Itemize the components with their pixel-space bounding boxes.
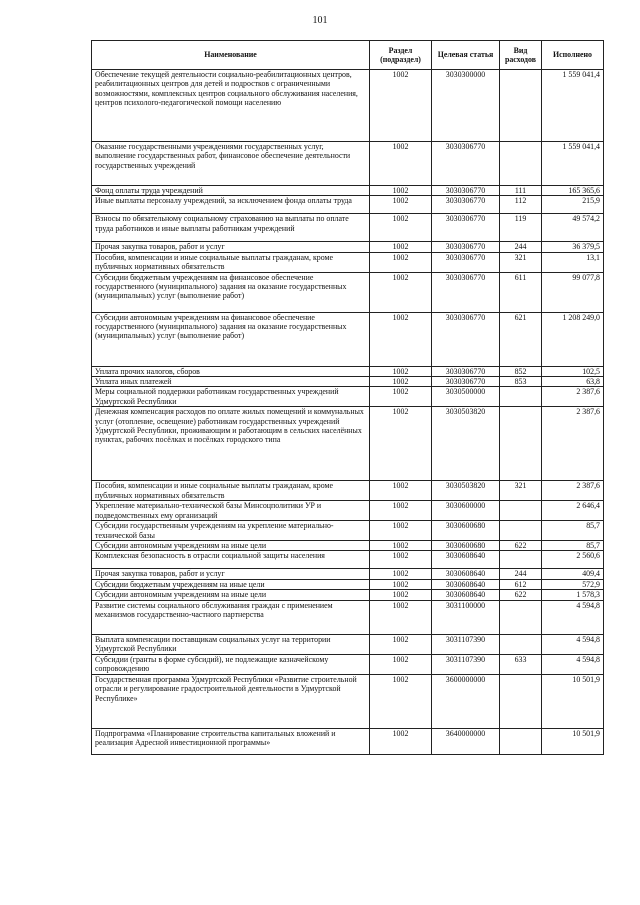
row-expense-type (500, 70, 542, 142)
row-article: 3031100000 (432, 600, 500, 634)
row-name: Пособия, компенсации и иные социальные выплаты гражданам, кроме публичных нормативных обязательств (92, 481, 370, 501)
row-name: Подпрограмма «Планирование строительства капитальных вложений и реализация Адресной инвестиционной программы» (92, 728, 370, 754)
table-row (92, 272, 604, 312)
table-row (92, 590, 604, 600)
row-executed: 63,8 (542, 377, 604, 387)
row-expense-type: 112 (500, 196, 542, 214)
row-section: 1002 (370, 481, 432, 501)
row-article: 3030600680 (432, 521, 500, 541)
row-name: Иные выплаты персоналу учреждений, за исключением фонда оплаты труда (92, 196, 370, 214)
row-section: 1002 (370, 214, 432, 242)
row-section: 1002 (370, 674, 432, 728)
table-row (92, 142, 604, 186)
row-name: Субсидии (гранты в форме субсидий), не подлежащие казначейскому сопровождению (92, 654, 370, 674)
table-row (92, 501, 604, 521)
row-name: Выплата компенсации поставщикам социальных услуг на территории Удмуртской Республики (92, 634, 370, 654)
row-section: 1002 (370, 186, 432, 196)
row-section: 1002 (370, 272, 432, 312)
header-executed: Исполнено (542, 41, 604, 70)
row-expense-type (500, 521, 542, 541)
row-section: 1002 (370, 387, 432, 407)
row-section: 1002 (370, 366, 432, 376)
row-section: 1002 (370, 70, 432, 142)
row-expense-type: 244 (500, 569, 542, 579)
row-expense-type: 612 (500, 579, 542, 589)
row-article: 3030500000 (432, 387, 500, 407)
row-expense-type (500, 674, 542, 728)
row-section: 1002 (370, 242, 432, 252)
row-expense-type: 633 (500, 654, 542, 674)
row-section: 1002 (370, 600, 432, 634)
row-article: 3030300000 (432, 70, 500, 142)
row-executed: 2 387,6 (542, 387, 604, 407)
header-article: Целевая статья (432, 41, 500, 70)
row-expense-type (500, 728, 542, 754)
row-expense-type (500, 600, 542, 634)
table-row (92, 728, 604, 754)
table-row (92, 600, 604, 634)
row-section: 1002 (370, 541, 432, 551)
table-row (92, 551, 604, 569)
header-expense-type: Вид расходов (500, 41, 542, 70)
row-executed: 2 387,6 (542, 407, 604, 481)
row-article: 3030600680 (432, 541, 500, 551)
row-article: 3030608640 (432, 569, 500, 579)
table-row (92, 377, 604, 387)
row-name: Прочая закупка товаров, работ и услуг (92, 242, 370, 252)
row-executed: 409,4 (542, 569, 604, 579)
row-expense-type: 853 (500, 377, 542, 387)
table-row (92, 242, 604, 252)
row-section: 1002 (370, 551, 432, 569)
row-expense-type (500, 634, 542, 654)
row-section: 1002 (370, 196, 432, 214)
row-name: Укрепление материально-технической базы Минсоцполитики УР и подведомственных ему организаций (92, 501, 370, 521)
row-executed: 10 501,9 (542, 674, 604, 728)
row-article: 3030608640 (432, 590, 500, 600)
row-article: 3030503820 (432, 407, 500, 481)
row-executed: 1 578,3 (542, 590, 604, 600)
row-executed: 85,7 (542, 541, 604, 551)
table-row (92, 654, 604, 674)
table-row (92, 521, 604, 541)
row-executed: 13,1 (542, 252, 604, 272)
row-article: 3030306770 (432, 186, 500, 196)
row-section: 1002 (370, 634, 432, 654)
row-executed: 572,9 (542, 579, 604, 589)
row-name: Уплата прочих налогов, сборов (92, 366, 370, 376)
row-name: Субсидии бюджетным учреждениям на финансовое обеспечение государственного (муниципального) задания на оказание государственных (муниципальных) услуг (выполнение работ) (92, 272, 370, 312)
table-row (92, 541, 604, 551)
row-executed: 1 559 041,4 (542, 70, 604, 142)
table-row (92, 407, 604, 481)
row-name: Субсидии автономным учреждениям на иные цели (92, 541, 370, 551)
row-executed: 4 594,8 (542, 634, 604, 654)
row-executed: 2 387,6 (542, 481, 604, 501)
row-name: Комплексная безопасность в отрасли социальной защиты населения (92, 551, 370, 569)
table-row (92, 366, 604, 376)
row-expense-type (500, 407, 542, 481)
table-row (92, 312, 604, 366)
table-row (92, 674, 604, 728)
row-name: Обеспечение текущей деятельности социально-реабилитационных центров, реабилитационных центров для детей и подростков с ограниченными возможностями, комплексных центров социального обслуживания населения, центров психолого-педагогической помощи населению (92, 70, 370, 142)
row-expense-type: 622 (500, 590, 542, 600)
row-name: Меры социальной поддержки работникам государственных учреждений Удмуртской Республики (92, 387, 370, 407)
row-name: Взносы по обязательному социальному страхованию на выплаты по оплате труда работников и иные выплаты работникам учреждений (92, 214, 370, 242)
table-row (92, 186, 604, 196)
row-article: 3030306770 (432, 272, 500, 312)
table-header-row (92, 41, 604, 70)
row-executed: 165 365,6 (542, 186, 604, 196)
row-executed: 4 594,8 (542, 654, 604, 674)
row-section: 1002 (370, 590, 432, 600)
row-name: Пособия, компенсации и иные социальные выплаты гражданам, кроме публичных нормативных обязательств (92, 252, 370, 272)
row-section: 1002 (370, 312, 432, 366)
table-row (92, 387, 604, 407)
header-section: Раздел (подраздел) (370, 41, 432, 70)
row-article: 3030306770 (432, 214, 500, 242)
table-row (92, 634, 604, 654)
budget-table (91, 40, 604, 755)
row-name: Фонд оплаты труда учреждений (92, 186, 370, 196)
row-name: Оказание государственными учреждениями государственных услуг, выполнение государственных работ, финансовое обеспечение деятельности государственных учреждений (92, 142, 370, 186)
row-expense-type: 621 (500, 312, 542, 366)
row-name: Прочая закупка товаров, работ и услуг (92, 569, 370, 579)
header-name: Наименование (92, 41, 370, 70)
row-expense-type (500, 142, 542, 186)
row-section: 1002 (370, 407, 432, 481)
row-expense-type: 111 (500, 186, 542, 196)
row-expense-type: 119 (500, 214, 542, 242)
table-row (92, 70, 604, 142)
table-row (92, 214, 604, 242)
row-expense-type: 611 (500, 272, 542, 312)
row-article: 3030306770 (432, 242, 500, 252)
row-section: 1002 (370, 654, 432, 674)
table-body (92, 70, 604, 755)
row-article: 3031107390 (432, 654, 500, 674)
row-executed: 215,9 (542, 196, 604, 214)
row-name: Субсидии автономным учреждениям на иные цели (92, 590, 370, 600)
row-executed: 10 501,9 (542, 728, 604, 754)
row-section: 1002 (370, 377, 432, 387)
row-executed: 2 560,6 (542, 551, 604, 569)
row-expense-type: 321 (500, 481, 542, 501)
row-executed: 1 559 041,4 (542, 142, 604, 186)
row-name: Государственная программа Удмуртской Республики «Развитие строительной отрасли и регулирование градостроительной деятельности в Удмуртской Республике» (92, 674, 370, 728)
row-expense-type: 244 (500, 242, 542, 252)
row-article: 3640000000 (432, 728, 500, 754)
table-row (92, 481, 604, 501)
row-article: 3030306770 (432, 366, 500, 376)
row-section: 1002 (370, 569, 432, 579)
row-expense-type (500, 551, 542, 569)
row-article: 3030608640 (432, 551, 500, 569)
row-article: 3031107390 (432, 634, 500, 654)
row-expense-type: 852 (500, 366, 542, 376)
table-row (92, 569, 604, 579)
row-expense-type: 321 (500, 252, 542, 272)
row-section: 1002 (370, 252, 432, 272)
row-article: 3030503820 (432, 481, 500, 501)
row-article: 3030306770 (432, 196, 500, 214)
row-article: 3030306770 (432, 312, 500, 366)
row-name: Субсидии автономным учреждениям на финансовое обеспечение государственного (муниципального) задания на оказание государственных (муниципальных) услуг (выполнение работ) (92, 312, 370, 366)
row-executed: 102,5 (542, 366, 604, 376)
row-executed: 36 379,5 (542, 242, 604, 252)
row-article: 3030306770 (432, 252, 500, 272)
row-expense-type (500, 387, 542, 407)
row-executed: 4 594,8 (542, 600, 604, 634)
row-article: 3600000000 (432, 674, 500, 728)
row-name: Развитие системы социального обслуживания граждан с применением механизмов государственно-частного партнерства (92, 600, 370, 634)
table-row (92, 196, 604, 214)
row-name: Субсидии бюджетным учреждениям на иные цели (92, 579, 370, 589)
row-section: 1002 (370, 501, 432, 521)
row-section: 1002 (370, 142, 432, 186)
row-executed: 85,7 (542, 521, 604, 541)
row-article: 3030600000 (432, 501, 500, 521)
row-name: Денежная компенсация расходов по оплате жилых помещений и коммунальных услуг (отопление, освещение) работникам государственных учреждений Удмуртской Республики, проживающим и работающим в сельских населённых пунктах, рабочих посёлках и посёлках городского типа (92, 407, 370, 481)
row-article: 3030306770 (432, 142, 500, 186)
row-article: 3030306770 (432, 377, 500, 387)
row-expense-type (500, 501, 542, 521)
row-executed: 99 077,8 (542, 272, 604, 312)
page-number: 101 (312, 15, 328, 26)
row-section: 1002 (370, 521, 432, 541)
row-executed: 1 208 249,0 (542, 312, 604, 366)
row-executed: 49 574,2 (542, 214, 604, 242)
row-section: 1002 (370, 579, 432, 589)
row-name: Субсидии государственным учреждениям на укрепление материально-технической базы (92, 521, 370, 541)
row-expense-type: 622 (500, 541, 542, 551)
row-name: Уплата иных платежей (92, 377, 370, 387)
table-row (92, 252, 604, 272)
row-article: 3030608640 (432, 579, 500, 589)
table-row (92, 579, 604, 589)
row-section: 1002 (370, 728, 432, 754)
row-executed: 2 646,4 (542, 501, 604, 521)
